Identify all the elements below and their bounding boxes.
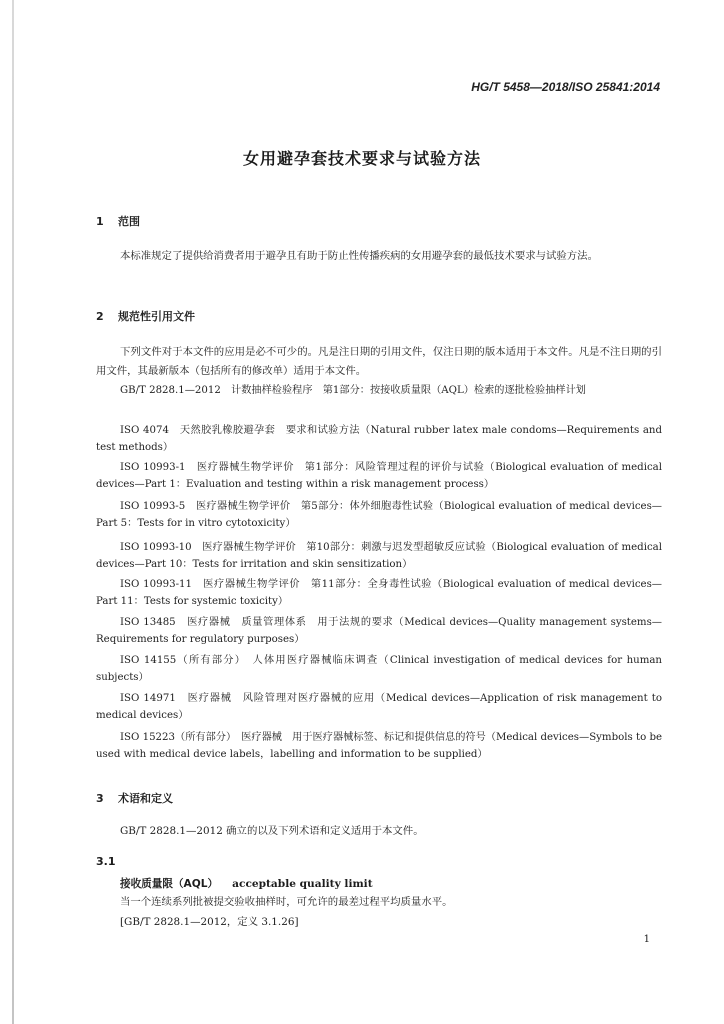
- section-title: 规范性引用文件: [118, 310, 195, 323]
- reference-item: ISO 10993-5 医疗器械生物学评价 第5部分：体外细胞毒性试验（Biological evaluation of medical devices—Part 5：Tests for in vitro cytotoxicity）: [96, 501, 662, 529]
- section-3-heading: [96, 790, 173, 806]
- reference-item: ISO 10993-10 医疗器械生物学评价 第10部分：刺激与迟发型超敏反应试验（Biological evaluation of medical devices—Part 10：Tests for irritation and skin sensitization）: [96, 542, 662, 570]
- term-source: [GB/T 2828.1—2012，定义 3.1.26]: [120, 916, 299, 928]
- terms-intro: GB/T 2828.1—2012 确立的以及下列术语和定义适用于本文件。: [120, 825, 424, 837]
- term-number: 3.1: [96, 855, 116, 868]
- reference-item: GB/T 2828.1—2012 计数抽样检验程序 第1部分：按接收质量限（AQL）检索的逐批检验抽样计划: [120, 385, 586, 396]
- term-english: acceptable quality limit: [232, 878, 373, 890]
- reference-item: ISO 13485 医疗器械 质量管理体系 用于法规的要求（Medical devices—Quality management systems—Requirements for regulatory purposes）: [96, 617, 662, 645]
- scope-paragraph: 本标准规定了提供给消费者用于避孕且有助于防止性传播疾病的女用避孕套的最低技术要求与试验方法。: [120, 250, 598, 262]
- reference-item: ISO 10993-11 医疗器械生物学评价 第11部分：全身毒性试验（Biological evaluation of medical devices—Part 11：Tests for systemic toxicity）: [96, 579, 662, 607]
- standard-code: HG/T 5458—2018/ISO 25841:2014: [471, 80, 660, 94]
- section-number: 2: [96, 310, 104, 323]
- reference-item: ISO 14971 医疗器械 风险管理对医疗器械的应用（Medical devices—Application of risk management to medical devices）: [96, 693, 662, 721]
- reference-item: ISO 15223（所有部分） 医疗器械 用于医疗器械标签、标记和提供信息的符号（Medical devices—Symbols to be used with medical device labels，labelling and information to be supplied）: [96, 732, 662, 760]
- section-1-heading: [96, 213, 140, 229]
- section-2-heading: [96, 308, 195, 324]
- section-number: 1: [96, 215, 104, 228]
- document-title: 女用避孕套技术要求与试验方法: [242, 149, 481, 168]
- reference-item: ISO 10993-1 医疗器械生物学评价 第1部分：风险管理过程的评价与试验（Biological evaluation of medical devices—Part 1：Evaluation and testing within a risk management process）: [96, 462, 662, 490]
- normative-intro: 下列文件对于本文件的应用是必不可少的。凡是注日期的引用文件，仅注日期的版本适用于本文件。凡是不注日期的引用文件，其最新版本（包括所有的修改单）适用于本文件。: [96, 346, 662, 377]
- reference-item: ISO 4074 天然胶乳橡胶避孕套 要求和试验方法（Natural rubber latex male condoms—Requirements and test methods）: [96, 425, 662, 453]
- section-number: 3: [96, 792, 104, 805]
- page-number: 1: [643, 934, 650, 945]
- section-title: 术语和定义: [118, 792, 173, 805]
- term-chinese: 接收质量限（AQL）: [120, 878, 219, 890]
- term-definition: 当一个连续系列批被提交验收抽样时，可允许的最差过程平均质量水平。: [120, 896, 453, 908]
- term-name: [120, 876, 373, 891]
- reference-item: ISO 14155（所有部分） 人体用医疗器械临床调查（Clinical investigation of medical devices for human subjects）: [96, 655, 662, 683]
- section-title: 范围: [118, 215, 140, 228]
